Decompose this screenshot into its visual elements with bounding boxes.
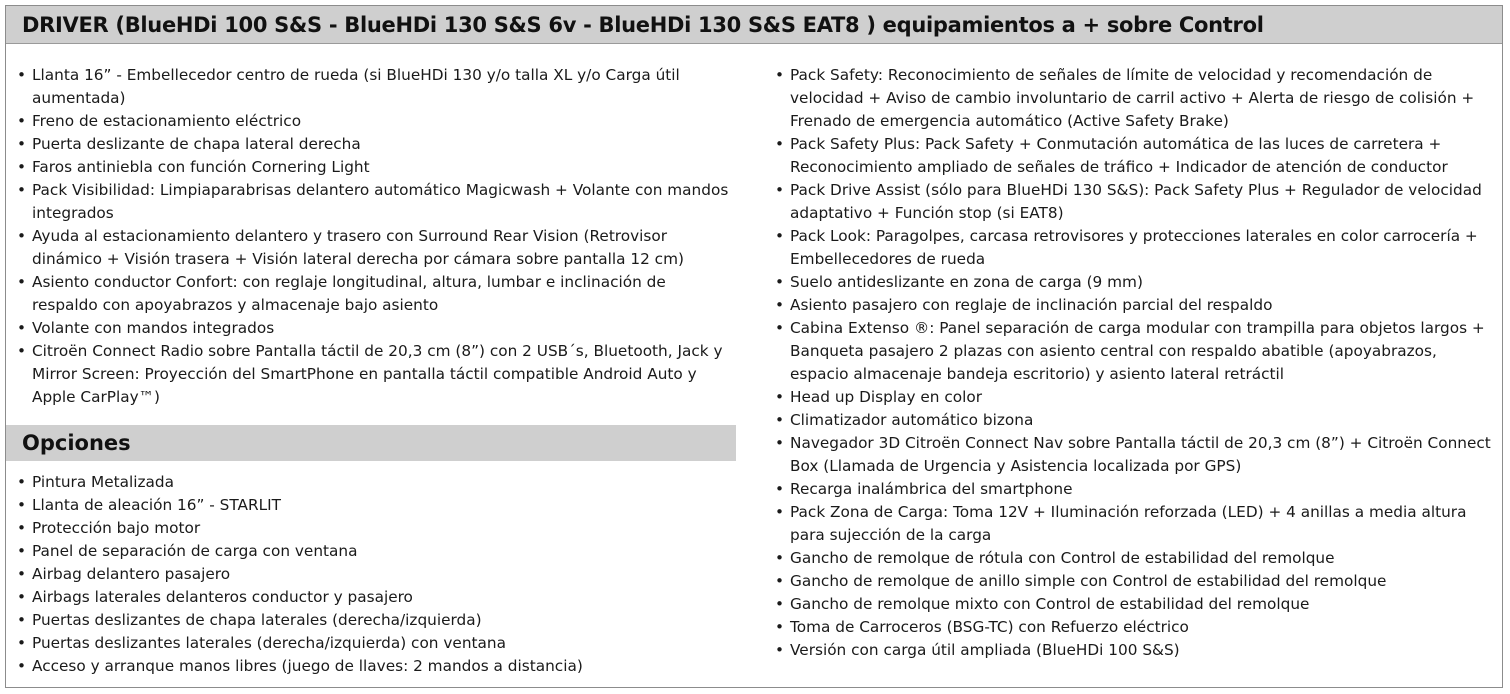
list-item-text: Climatizador automático bizona (790, 411, 1034, 429)
list-item (12, 317, 734, 340)
list-item-text: Versión con carga útil ampliada (BlueHDi 100 S&S) (790, 641, 1180, 659)
bullet-icon: • (775, 595, 785, 613)
list-item (12, 133, 734, 156)
list-item (12, 156, 734, 179)
bullet-icon: • (775, 66, 785, 84)
list-item (12, 609, 734, 632)
bullet-icon: • (17, 519, 27, 537)
list-item-text: Navegador 3D Citroën Connect Nav sobre Pantalla táctil de 20,3 cm (8”) + Citroën Connect Box (Llamada de Urgencia y Asistencia localizada por GPS) (790, 434, 1491, 475)
bullet-icon: • (775, 480, 785, 498)
list-item (12, 494, 734, 517)
bullet-icon: • (775, 572, 785, 590)
bullet-icon: • (17, 611, 27, 629)
list-item-text: Llanta 16” - Embellecedor centro de rueda (si BlueHDi 130 y/o talla XL y/o Carga útil aumentada) (32, 66, 680, 107)
list-item (770, 225, 1498, 271)
list-item-text: Asiento conductor Confort: con reglaje longitudinal, altura, lumbar e inclinación de respaldo con apoyabrazos y almacenaje bajo asiento (32, 273, 666, 314)
list-item (770, 294, 1498, 317)
list-item-text: Citroën Connect Radio sobre Pantalla táctil de 20,3 cm (8”) con 2 USB´s, Bluetooth, Jack y Mirror Screen: Proyección del SmartPhone en pantalla táctil compatible Android Auto y Apple CarPlay™) (32, 342, 723, 406)
list-item-text: Pack Drive Assist (sólo para BlueHDi 130 S&S): Pack Safety Plus + Regulador de velocidad adaptativo + Función stop (si EAT8) (790, 181, 1482, 222)
bullet-icon: • (17, 588, 27, 606)
bullet-icon: • (775, 618, 785, 636)
bullet-icon: • (775, 227, 785, 245)
list-item (770, 593, 1498, 616)
standard-equipment-right-column (770, 64, 1498, 662)
bullet-icon: • (17, 158, 27, 176)
options-column (12, 471, 734, 678)
bullet-icon: • (775, 273, 785, 291)
options-list (12, 471, 734, 678)
list-item-text: Toma de Carroceros (BSG-TC) con Refuerzo eléctrico (790, 618, 1189, 636)
list-item-text: Gancho de remolque de anillo simple con Control de estabilidad del remolque (790, 572, 1387, 590)
bullet-icon: • (775, 411, 785, 429)
list-item-text: Puerta deslizante de chapa lateral derecha (32, 135, 361, 153)
list-item (770, 133, 1498, 179)
list-item (12, 271, 734, 317)
list-item (770, 317, 1498, 386)
list-item (770, 386, 1498, 409)
list-item (12, 110, 734, 133)
list-item-text: Pack Look: Paragolpes, carcasa retrovisores y protecciones laterales en color carrocería + Embellecedores de rueda (790, 227, 1478, 268)
list-item-text: Pack Safety Plus: Pack Safety + Conmutación automática de las luces de carretera + Reconocimiento ampliado de señales de tráfico + Indicador de atención de conductor (790, 135, 1448, 176)
bullet-icon: • (17, 342, 27, 360)
list-item-text: Puertas deslizantes laterales (derecha/izquierda) con ventana (32, 634, 506, 652)
bullet-icon: • (17, 181, 27, 199)
list-item-text: Puertas deslizantes de chapa laterales (derecha/izquierda) (32, 611, 482, 629)
list-item-text: Asiento pasajero con reglaje de inclinación parcial del respaldo (790, 296, 1273, 314)
list-item (770, 570, 1498, 593)
bullet-icon: • (775, 319, 785, 337)
list-item (770, 271, 1498, 294)
list-item-text: Airbag delantero pasajero (32, 565, 231, 583)
bullet-icon: • (17, 227, 27, 245)
bullet-icon: • (775, 549, 785, 567)
list-item (770, 179, 1498, 225)
list-item (770, 616, 1498, 639)
bullet-icon: • (775, 135, 785, 153)
bullet-icon: • (17, 565, 27, 583)
list-item-text: Gancho de remolque de rótula con Control de estabilidad del remolque (790, 549, 1335, 567)
list-item (12, 632, 734, 655)
bullet-icon: • (775, 296, 785, 314)
bullet-icon: • (775, 503, 785, 521)
list-item-text: Pack Zona de Carga: Toma 12V + Iluminación reforzada (LED) + 4 anillas a media altura para sujección de la carga (790, 503, 1467, 544)
bullet-icon: • (775, 434, 785, 452)
standard-equipment-list-left (12, 64, 734, 409)
list-item-text: Suelo antideslizante en zona de carga (9 mm) (790, 273, 1143, 291)
document-frame (5, 5, 1503, 688)
list-item (770, 478, 1498, 501)
list-item-text: Pintura Metalizada (32, 473, 175, 491)
list-item (770, 547, 1498, 570)
list-item (770, 639, 1498, 662)
list-item-text: Head up Display en color (790, 388, 983, 406)
list-item (12, 179, 734, 225)
bullet-icon: • (17, 634, 27, 652)
list-item (12, 225, 734, 271)
page-title: DRIVER (BlueHDi 100 S&S - BlueHDi 130 S&S 6v - BlueHDi 130 S&S EAT8 ) equipamientos a + sobre Control (6, 6, 1502, 44)
list-item-text: Airbags laterales delanteros conductor y pasajero (32, 588, 413, 606)
list-item (770, 64, 1498, 133)
list-item-text: Recarga inalámbrica del smartphone (790, 480, 1073, 498)
list-item-text: Cabina Extenso ®: Panel separación de carga modular con trampilla para objetos largos + Banqueta pasajero 2 plazas con asiento central con respaldo abatible (apoyabrazos, espacio almacenaje bandeja escritorio) y asiento lateral retráctil (790, 319, 1485, 383)
list-item (12, 64, 734, 110)
bullet-icon: • (17, 657, 27, 675)
list-item (12, 563, 734, 586)
list-item (12, 540, 734, 563)
list-item-text: Faros antiniebla con función Cornering Light (32, 158, 370, 176)
list-item-text: Ayuda al estacionamiento delantero y trasero con Surround Rear Vision (Retrovisor dinámico + Visión trasera + Visión lateral derecha por cámara sobre pantalla 12 cm) (32, 227, 684, 268)
bullet-icon: • (775, 388, 785, 406)
list-item (770, 409, 1498, 432)
list-item-text: Pack Visibilidad: Limpiaparabrisas delantero automático Magicwash + Volante con mandos integrados (32, 181, 729, 222)
bullet-icon: • (17, 135, 27, 153)
bullet-icon: • (17, 542, 27, 560)
list-item (12, 586, 734, 609)
list-item-text: Protección bajo motor (32, 519, 201, 537)
bullet-icon: • (17, 273, 27, 291)
bullet-icon: • (775, 641, 785, 659)
list-item (770, 432, 1498, 478)
list-item (770, 501, 1498, 547)
list-item (12, 655, 734, 678)
bullet-icon: • (17, 66, 27, 84)
list-item-text: Volante con mandos integrados (32, 319, 275, 337)
list-item (12, 340, 734, 409)
standard-equipment-list-right (770, 64, 1498, 662)
standard-equipment-left-column (12, 64, 734, 409)
bullet-icon: • (775, 181, 785, 199)
list-item-text: Panel de separación de carga con ventana (32, 542, 358, 560)
list-item-text: Pack Safety: Reconocimiento de señales de límite de velocidad y recomendación de velocidad + Aviso de cambio involuntario de carril activo + Alerta de riesgo de colisión + Frenado de emergencia automático (Active Safety Brake) (790, 66, 1475, 130)
bullet-icon: • (17, 473, 27, 491)
list-item-text: Freno de estacionamiento eléctrico (32, 112, 302, 130)
list-item (12, 517, 734, 540)
bullet-icon: • (17, 112, 27, 130)
list-item-text: Acceso y arranque manos libres (juego de llaves: 2 mandos a distancia) (32, 657, 583, 675)
options-section-title: Opciones (6, 425, 736, 461)
bullet-icon: • (17, 319, 27, 337)
list-item (12, 471, 734, 494)
list-item-text: Llanta de aleación 16” - STARLIT (32, 496, 282, 514)
list-item-text: Gancho de remolque mixto con Control de estabilidad del remolque (790, 595, 1310, 613)
bullet-icon: • (17, 496, 27, 514)
